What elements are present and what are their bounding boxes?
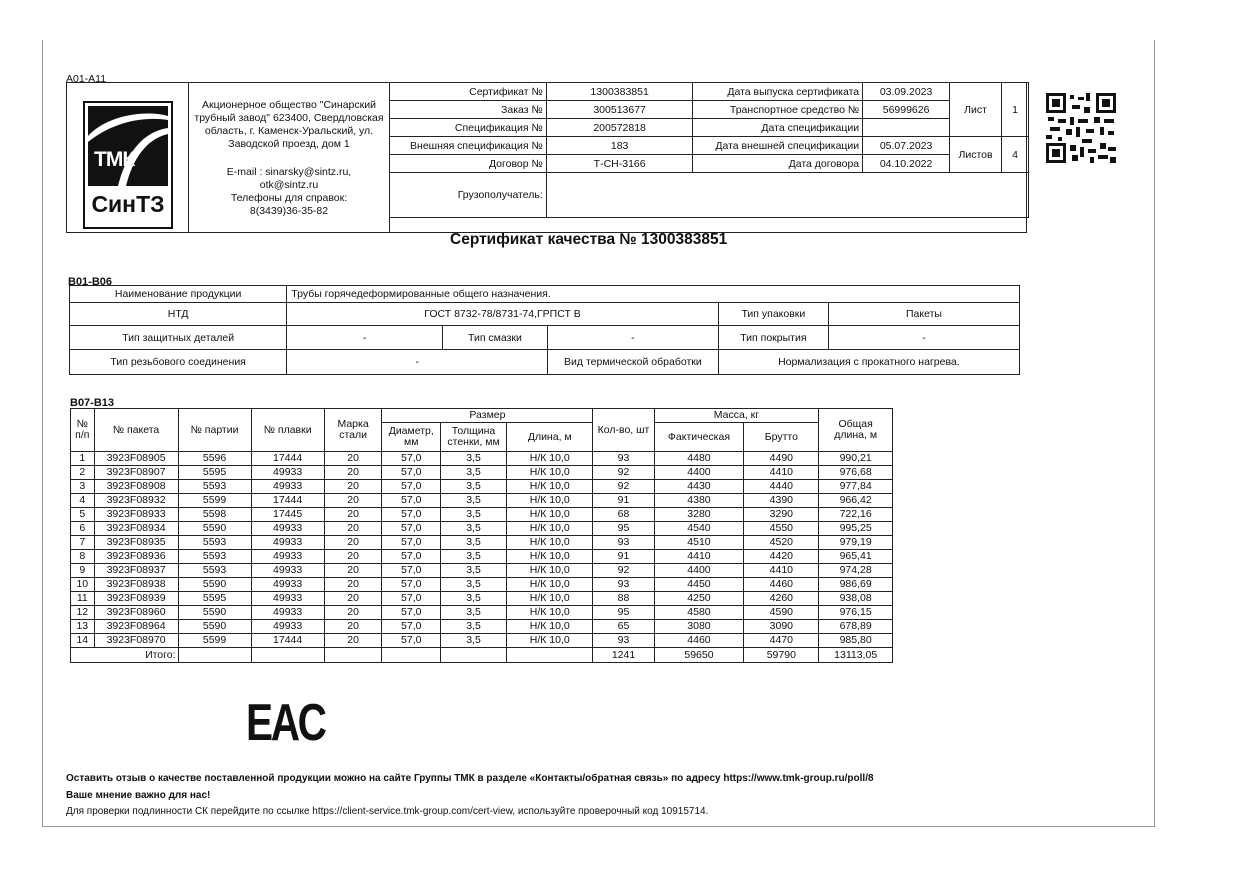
qr-code xyxy=(1046,93,1116,163)
table-cell: 20 xyxy=(324,578,382,592)
table-cell: 68 xyxy=(593,508,654,522)
col-batch: № партии xyxy=(178,409,251,452)
ext-spec-value: 183 xyxy=(546,137,693,155)
eac-mark: EAC xyxy=(246,694,325,752)
sheet-label: Лист xyxy=(950,83,1002,137)
table-cell: 3,5 xyxy=(441,466,507,480)
table-cell: 5595 xyxy=(178,466,251,480)
coating-label: Тип покрытия xyxy=(718,326,828,350)
col-num: № п/п xyxy=(71,409,95,452)
table-cell: 5593 xyxy=(178,550,251,564)
table-cell: 5590 xyxy=(178,620,251,634)
table-cell: 4390 xyxy=(744,494,819,508)
table-cell: 20 xyxy=(324,494,382,508)
page-right-edge xyxy=(1154,40,1155,826)
consignee-value xyxy=(546,173,1028,218)
table-cell: 976,15 xyxy=(819,606,893,620)
table-cell: 20 xyxy=(324,466,382,480)
table-cell: 57,0 xyxy=(382,536,441,550)
table-cell: 49933 xyxy=(251,466,324,480)
table-row xyxy=(71,452,893,466)
table-cell: 3,5 xyxy=(441,550,507,564)
table-cell: Н/К 10,0 xyxy=(507,634,593,648)
table-cell: Н/К 10,0 xyxy=(507,606,593,620)
pack-value: Пакеты xyxy=(828,303,1019,326)
table-cell: 93 xyxy=(593,578,654,592)
table-cell: 4470 xyxy=(744,634,819,648)
table-cell: 92 xyxy=(593,564,654,578)
table-cell: 20 xyxy=(324,592,382,606)
table-cell: 91 xyxy=(593,494,654,508)
footer-verification: Для проверки подлинности СК перейдите по ссылке https://client-service.tmk-group.com/cert-view, используйте проверочный код 10915714. xyxy=(66,806,709,817)
table-cell: 4550 xyxy=(744,522,819,536)
contract-value: Т-СН-3166 xyxy=(546,155,693,173)
address-line-4: Заводской проезд, дом 1 xyxy=(228,138,350,150)
table-cell: 4520 xyxy=(744,536,819,550)
table-cell: 65 xyxy=(593,620,654,634)
cert-label: Сертификат № xyxy=(390,83,547,101)
table-cell: 11 xyxy=(71,592,95,606)
table-cell: 57,0 xyxy=(382,494,441,508)
table-cell: 966,42 xyxy=(819,494,893,508)
table-cell: 3923F08939 xyxy=(94,592,178,606)
table-cell: 49933 xyxy=(251,522,324,536)
table-cell: 49933 xyxy=(251,592,324,606)
phone-line-1: Телефоны для справок: xyxy=(230,192,348,204)
contract-date-value: 04.10.2022 xyxy=(863,155,950,173)
totals-qty: 1241 xyxy=(593,648,654,663)
table-cell: 20 xyxy=(324,522,382,536)
table-cell: 3 xyxy=(71,480,95,494)
table-cell: 678,89 xyxy=(819,620,893,634)
table-row xyxy=(71,606,893,620)
table-row xyxy=(71,578,893,592)
table-cell: 49933 xyxy=(251,606,324,620)
company-info xyxy=(189,83,390,232)
spec-date-label: Дата спецификации xyxy=(693,119,863,137)
product-section-label: B01-B06 xyxy=(68,276,113,288)
table-cell: 88 xyxy=(593,592,654,606)
table-cell: 3923F08935 xyxy=(94,536,178,550)
header-code: A01-A11 xyxy=(66,73,107,85)
table-cell: 3280 xyxy=(654,508,744,522)
order-label: Заказ № xyxy=(390,101,547,119)
col-size: Размер xyxy=(382,409,593,423)
product-name-value: Трубы горячедеформированные общего назначения. xyxy=(287,286,1020,303)
ntd-value: ГОСТ 8732-78/8731-74,ГРПСТ В xyxy=(287,303,719,326)
table-cell: 4250 xyxy=(654,592,744,606)
totals-empty xyxy=(251,648,324,663)
table-cell: 4380 xyxy=(654,494,744,508)
table-cell: 57,0 xyxy=(382,550,441,564)
table-row xyxy=(71,620,893,634)
table-cell: 12 xyxy=(71,606,95,620)
table-cell: 17444 xyxy=(251,494,324,508)
table-cell: 4490 xyxy=(744,452,819,466)
table-cell: 49933 xyxy=(251,564,324,578)
table-cell: 20 xyxy=(324,452,382,466)
table-cell: 20 xyxy=(324,480,382,494)
table-row xyxy=(71,466,893,480)
totals-total-length: 13113,05 xyxy=(819,648,893,663)
table-cell: 979,19 xyxy=(819,536,893,550)
table-cell: 3,5 xyxy=(441,564,507,578)
table-cell: 4480 xyxy=(654,452,744,466)
table-cell: 3,5 xyxy=(441,620,507,634)
table-cell: 5596 xyxy=(178,452,251,466)
sheets-label: Листов xyxy=(950,137,1002,173)
table-row xyxy=(71,522,893,536)
table-cell: 7 xyxy=(71,536,95,550)
table-cell: 965,41 xyxy=(819,550,893,564)
table-cell: Н/К 10,0 xyxy=(507,522,593,536)
col-heat: № плавки xyxy=(251,409,324,452)
table-cell: 4260 xyxy=(744,592,819,606)
logo-box xyxy=(67,83,189,232)
totals-empty xyxy=(324,648,382,663)
consignee-label: Грузополучатель: xyxy=(390,173,547,218)
col-mass: Масса, кг xyxy=(654,409,819,423)
page-bottom-edge xyxy=(42,826,1155,827)
table-cell: 4450 xyxy=(654,578,744,592)
table-cell: 3,5 xyxy=(441,634,507,648)
table-cell: 1 xyxy=(71,452,95,466)
table-cell: 5590 xyxy=(178,606,251,620)
table-cell: 9 xyxy=(71,564,95,578)
table-cell: 5 xyxy=(71,508,95,522)
col-actual: Фактическая xyxy=(654,423,744,452)
table-row xyxy=(71,592,893,606)
contract-label: Договор № xyxy=(390,155,547,173)
table-cell: 6 xyxy=(71,522,95,536)
table-cell: 722,16 xyxy=(819,508,893,522)
ext-spec-date-value: 05.07.2023 xyxy=(863,137,950,155)
table-cell: 5593 xyxy=(178,480,251,494)
table-cell: 93 xyxy=(593,634,654,648)
table-cell: Н/К 10,0 xyxy=(507,536,593,550)
table-cell: 4460 xyxy=(654,634,744,648)
table-cell: 20 xyxy=(324,550,382,564)
table-cell: 5593 xyxy=(178,536,251,550)
table-cell: 20 xyxy=(324,606,382,620)
pack-label: Тип упаковки xyxy=(718,303,828,326)
spec-value: 200572818 xyxy=(546,119,693,137)
table-cell: 3090 xyxy=(744,620,819,634)
table-cell: 4540 xyxy=(654,522,744,536)
logo-dark-panel xyxy=(88,106,168,186)
transport-label: Транспортное средство № xyxy=(693,101,863,119)
qr-code-icon xyxy=(1046,93,1116,163)
table-cell: 3,5 xyxy=(441,522,507,536)
table-cell: 49933 xyxy=(251,480,324,494)
table-cell: 3,5 xyxy=(441,606,507,620)
table-cell: 990,21 xyxy=(819,452,893,466)
email-line-2: otk@sintz.ru xyxy=(259,179,319,191)
col-package: № пакета xyxy=(94,409,178,452)
totals-empty xyxy=(507,648,593,663)
table-cell: 3923F08908 xyxy=(94,480,178,494)
table-cell: Н/К 10,0 xyxy=(507,466,593,480)
heat-treatment-label: Вид термической обработки xyxy=(548,350,719,375)
table-cell: 4590 xyxy=(744,606,819,620)
table-cell: 92 xyxy=(593,480,654,494)
table-cell: Н/К 10,0 xyxy=(507,480,593,494)
table-cell: 20 xyxy=(324,508,382,522)
packages-table xyxy=(70,408,893,663)
table-cell: 4430 xyxy=(654,480,744,494)
ext-spec-label: Внешняя спецификация № xyxy=(390,137,547,155)
table-cell: 57,0 xyxy=(382,466,441,480)
table-cell: 57,0 xyxy=(382,620,441,634)
table-cell: 5590 xyxy=(178,522,251,536)
table-cell: 95 xyxy=(593,606,654,620)
ntd-label: НТД xyxy=(70,303,287,326)
table-row xyxy=(71,550,893,564)
totals-label: Итого: xyxy=(71,648,179,663)
table-cell: 17445 xyxy=(251,508,324,522)
table-cell: 49933 xyxy=(251,550,324,564)
table-cell: 3,5 xyxy=(441,452,507,466)
issue-date-label: Дата выпуска сертификата xyxy=(693,83,863,101)
sheets-value: 4 xyxy=(1002,137,1029,173)
logo-swoosh-icon xyxy=(88,106,168,186)
col-grade: Марка стали xyxy=(324,409,382,452)
cert-value: 1300383851 xyxy=(546,83,693,101)
totals-gross: 59790 xyxy=(744,648,819,663)
totals-empty xyxy=(441,648,507,663)
address-line-2: трубный завод" 623400, Свердловская xyxy=(194,112,384,124)
table-cell: 57,0 xyxy=(382,592,441,606)
table-cell: 3923F08905 xyxy=(94,452,178,466)
transport-value: 56999626 xyxy=(863,101,950,119)
table-cell: Н/К 10,0 xyxy=(507,578,593,592)
table-cell: 49933 xyxy=(251,536,324,550)
table-cell: 4420 xyxy=(744,550,819,564)
table-cell: 3,5 xyxy=(441,578,507,592)
table-cell: 92 xyxy=(593,466,654,480)
table-row xyxy=(71,536,893,550)
table-cell: 3,5 xyxy=(441,508,507,522)
header-block xyxy=(66,82,1027,233)
col-wall: Толщина стенки, мм xyxy=(441,423,507,452)
footer-opinion: Ваше мнение важно для нас! xyxy=(66,790,211,801)
table-cell: Н/К 10,0 xyxy=(507,564,593,578)
table-cell: 4410 xyxy=(744,564,819,578)
table-cell: 4410 xyxy=(654,550,744,564)
table-cell: 5595 xyxy=(178,592,251,606)
totals-empty xyxy=(382,648,441,663)
table-cell: 10 xyxy=(71,578,95,592)
contract-date-label: Дата договора xyxy=(693,155,863,173)
footer-feedback: Оставить отзыв о качестве поставленной продукции можно на сайте Группы ТМК в разделе «Контакты/обратная связь» по адресу https://www.tmk-group.ru/poll/8 xyxy=(66,773,874,784)
heat-treatment-value: Нормализация с прокатного нагрева. xyxy=(718,350,1019,375)
table-cell: Н/К 10,0 xyxy=(507,494,593,508)
table-cell: 938,08 xyxy=(819,592,893,606)
table-cell: Н/К 10,0 xyxy=(507,550,593,564)
table-cell: 5593 xyxy=(178,564,251,578)
table-cell: 20 xyxy=(324,564,382,578)
table-cell: Н/К 10,0 xyxy=(507,452,593,466)
spec-label: Спецификация № xyxy=(390,119,547,137)
table-cell: 3080 xyxy=(654,620,744,634)
table-row xyxy=(71,508,893,522)
totals-empty xyxy=(178,648,251,663)
address-line-1: Акционерное общество "Синарский xyxy=(202,99,376,111)
table-cell: 57,0 xyxy=(382,564,441,578)
table-cell: 93 xyxy=(593,536,654,550)
col-qty: Кол-во, шт xyxy=(593,409,654,452)
table-cell: 3923F08970 xyxy=(94,634,178,648)
table-cell: 3923F08907 xyxy=(94,466,178,480)
table-cell: 4400 xyxy=(654,466,744,480)
issue-date-value: 03.09.2023 xyxy=(863,83,950,101)
table-cell: 57,0 xyxy=(382,508,441,522)
phone-line-2: 8(3439)36-35-82 xyxy=(249,205,329,217)
table-cell: 5598 xyxy=(178,508,251,522)
table-cell: 20 xyxy=(324,634,382,648)
table-cell: 49933 xyxy=(251,620,324,634)
product-table xyxy=(69,285,1020,375)
table-cell: 5599 xyxy=(178,634,251,648)
table-cell: 93 xyxy=(593,452,654,466)
table-cell: 3923F08964 xyxy=(94,620,178,634)
table-cell: 5599 xyxy=(178,494,251,508)
table-cell: 14 xyxy=(71,634,95,648)
table-cell: 3,5 xyxy=(441,494,507,508)
table-cell: 3923F08934 xyxy=(94,522,178,536)
table-cell: 57,0 xyxy=(382,634,441,648)
table-cell: 95 xyxy=(593,522,654,536)
ext-spec-date-label: Дата внешней спецификации xyxy=(693,137,863,155)
table-cell: 3,5 xyxy=(441,592,507,606)
address-line-3: область, г. Каменск-Уральский, ул. xyxy=(204,125,374,137)
table-cell: 974,28 xyxy=(819,564,893,578)
logo-top-text: ТМК xyxy=(94,148,135,171)
table-section-label: B07-B13 xyxy=(70,397,115,409)
col-gross: Брутто xyxy=(744,423,819,452)
totals-actual: 59650 xyxy=(654,648,744,663)
table-cell: 3923F08933 xyxy=(94,508,178,522)
table-cell: 985,80 xyxy=(819,634,893,648)
lube-value: - xyxy=(548,326,719,350)
table-cell: 57,0 xyxy=(382,452,441,466)
table-cell: 4440 xyxy=(744,480,819,494)
certificate-title: Сертификат качества № 1300383851 xyxy=(450,231,728,248)
table-cell: Н/К 10,0 xyxy=(507,592,593,606)
table-cell: 57,0 xyxy=(382,606,441,620)
table-cell: 5590 xyxy=(178,578,251,592)
table-cell: 3923F08937 xyxy=(94,564,178,578)
order-value: 300513677 xyxy=(546,101,693,119)
table-cell: 20 xyxy=(324,536,382,550)
table-cell: 977,84 xyxy=(819,480,893,494)
table-cell: 3290 xyxy=(744,508,819,522)
col-diameter: Диаметр, мм xyxy=(382,423,441,452)
table-row xyxy=(71,480,893,494)
table-cell: 91 xyxy=(593,550,654,564)
lube-label: Тип смазки xyxy=(442,326,547,350)
product-name-label: Наименование продукции xyxy=(70,286,287,303)
thread-label: Тип резьбового соединения xyxy=(70,350,287,375)
table-row xyxy=(71,494,893,508)
table-cell: 3923F08936 xyxy=(94,550,178,564)
coating-value: - xyxy=(828,326,1019,350)
email-line-1: E-mail : sinarsky@sintz.ru, xyxy=(226,166,352,178)
header-table xyxy=(389,82,1029,218)
logo-bottom-text: СинТЗ xyxy=(91,191,165,217)
table-cell: 8 xyxy=(71,550,95,564)
table-cell: 57,0 xyxy=(382,522,441,536)
table-cell: Н/К 10,0 xyxy=(507,508,593,522)
table-cell: 3,5 xyxy=(441,480,507,494)
table-row xyxy=(71,564,893,578)
table-cell: 57,0 xyxy=(382,578,441,592)
table-cell: 4410 xyxy=(744,466,819,480)
spec-date-value xyxy=(863,119,950,137)
table-row xyxy=(71,634,893,648)
sheet-value: 1 xyxy=(1002,83,1029,137)
table-cell: 4580 xyxy=(654,606,744,620)
table-cell: 3923F08960 xyxy=(94,606,178,620)
table-cell: 3923F08938 xyxy=(94,578,178,592)
table-cell: 17444 xyxy=(251,634,324,648)
table-cell: 13 xyxy=(71,620,95,634)
table-cell: 976,68 xyxy=(819,466,893,480)
protect-value: - xyxy=(287,326,443,350)
table-cell: 4460 xyxy=(744,578,819,592)
table-cell: 3,5 xyxy=(441,536,507,550)
table-cell: 4400 xyxy=(654,564,744,578)
page-left-edge xyxy=(42,40,43,826)
table-cell: 17444 xyxy=(251,452,324,466)
table-cell: 20 xyxy=(324,620,382,634)
table-cell: 4 xyxy=(71,494,95,508)
protect-label: Тип защитных деталей xyxy=(70,326,287,350)
table-cell: 4510 xyxy=(654,536,744,550)
table-cell: 995,25 xyxy=(819,522,893,536)
table-cell: 3923F08932 xyxy=(94,494,178,508)
col-length: Длина, м xyxy=(507,423,593,452)
logo xyxy=(83,101,173,229)
table-cell: Н/К 10,0 xyxy=(507,620,593,634)
col-total-length: Общая длина, м xyxy=(819,409,893,452)
table-cell: 57,0 xyxy=(382,480,441,494)
table-cell: 49933 xyxy=(251,578,324,592)
thread-value: - xyxy=(287,350,548,375)
table-cell: 2 xyxy=(71,466,95,480)
table-cell: 986,69 xyxy=(819,578,893,592)
